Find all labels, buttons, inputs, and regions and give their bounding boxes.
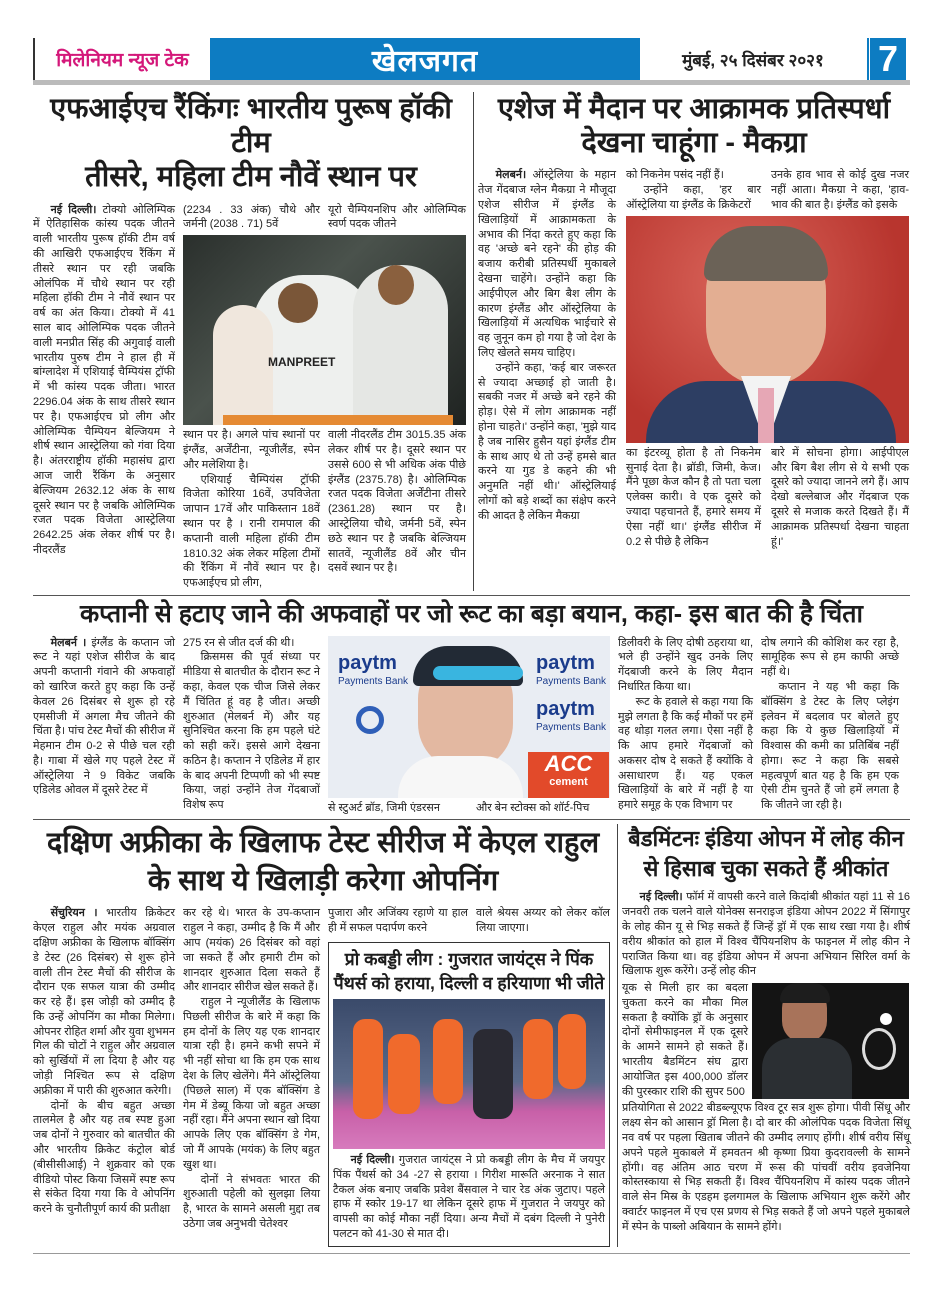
body-text: दोष लगाने की कोशिश कर रहा है, सामूहिक रूप से हम काफी अच्छे नहीं थे। [761,636,899,679]
sponsor-logo: ACC [544,750,593,776]
hockey-headline-line1: एफआईएच रैंकिंगः भारतीय पुरूष हॉकी टीम [50,93,452,160]
root-article [33,600,910,815]
mcgrath-article [478,92,910,591]
rahul-headline-line1: दक्षिण अफ्रीका के खिलाफ टेस्ट सीरीज में केएल राहुल [46,827,600,860]
mcgrath-headline-line2: देखना चाहूंगा - मैकग्रा [581,127,807,160]
mcgrath-col2-top [626,168,761,212]
jersey-name: MANPREET [268,355,336,370]
dateline: मेलबर्न। [495,169,527,182]
body-text: (2234 . 33 अंक) चौथे और जर्मनी (2038 . 71) 5वें [183,203,320,231]
badminton-headline-line1: बैडमिंटनः इंडिया ओपन में लोह कीन [628,826,904,852]
hockey-col3-top [328,203,466,233]
dateline: मेलबर्न । [50,636,87,649]
mcgrath-col3-top [771,168,909,212]
column-divider [617,824,618,1246]
badminton-bottom [622,1101,910,1234]
body-text: एशियाई चैम्पियंस ट्रॉफी विजेता कोरिया 16वें, उपविजेता जापान 17वें और पाकिस्तान 18वें स्थान पर है । रानी रामपाल की कप्तानी वाली महिला हॉकी टीम 1810.32 अंक लेकर महिला टीमों की रैंकिंग में नौवें स्थान पर है। एफआईएच प्रो लीग, [183,473,320,590]
sponsor-logo-sub: Payments Bank [536,675,607,687]
dateline: नई दिल्ली। [50,203,97,216]
kabaddi-headline [333,947,605,995]
column-divider [473,92,474,591]
body-text: रूट के हवाले से कहा गया कि मुझे लगता है कि कई मौकों पर हमें वह थोड़ा गलत लगा। ऐसा नहीं है कि आप हमारे गेंदबाजों को अकसर दोष दे सकते हैं क्योंकि वे असाधारण हैं। यह एकल खिलाड़ियों के बारे में नहीं है या हमारे समूह के एक विभाग पर [618,695,753,812]
body-text: क्रिसमस की पूर्व संध्या पर मीडिया से बातचीत के दौरान रूट ने कहा, केवल एक चीज जिसे लेकर मैं चिंतित हूं वह है जीत। अच्छी शुरुआत (मेलबर्न में) और यह सुनिश्चित करना कि हम पहले घंटे को सही करें। इससे आगे देखना कठिन है। कप्तान ने एडिलेड में हार के बाद अपनी टिप्पणी को भी स्पष्ट किया, जहां उन्होंने तेज गेंदबाजों विशेष रूप [183,651,320,812]
rahul-col3 [328,906,468,936]
body-text: से स्टुअर्ट ब्रॉड, जिमी एंडरसन [328,801,440,814]
sponsor-logo-sub: Payments Bank [338,675,409,687]
root-col2 [183,636,320,814]
paper-name: मिलेनियम न्यूज टेक [33,38,210,80]
dateline: नई दिल्ली। [350,1153,395,1166]
hockey-col2-bottom [183,428,320,591]
body-text: फॉर्म में वापसी करने वाले किदांबी श्रीकांत यहां 11 से 16 जनवरी तक चलने वाले योनेक्स सनराइज इंडिया ओपन 2022 में सिंगापुर के लोह कीन यू से भिड़ सकते हैं जिन्हें ड्रॉ में एक साथ रखा गया है। शीर्ष वरीय श्रीकांत को हाल में विश्व चैंपियनशिप के फाइनल में लोह कीन ने पराजित किया था। वह इंडिया ओपन में अपना अभियान सिरिल वर्मा के खिलाफ शुरू करेंगे। उन्हें लोह कीन [622,891,910,978]
sponsor-logo-sub: Payments Bank [536,721,607,733]
badminton-article [622,824,910,1246]
hockey-article [33,92,469,591]
kabaddi-box [328,942,610,1247]
section-divider [33,819,910,820]
footer-rule [33,1253,910,1254]
kabaddi-headline-line1: प्रो कबड्डी लीग : गुजरात जायंट्स ने पिंक [344,948,594,969]
top-row [33,92,910,591]
body-text: उन्होंने कहा, 'हर बार ऑस्ट्रेलिया या इंग्लैंड के क्रिकेटरों [626,184,761,212]
badminton-middle [622,981,910,1099]
sponsor-logo-sub: cement [549,775,588,788]
mcgrath-col3-bottom [771,446,909,550]
body-text: कर रहे थे। भारत के उप-कप्तान राहुल ने कहा, उम्मीद है कि मैं और आप (मयंक) 26 दिसंबर को वहां जा सकते हैं और हमारी टीम को शानदार शुरुआत दिला सकते हैं और शानदार सीरीज खेल सकते हैं। [183,907,320,994]
root-col1 [33,636,175,799]
hockey-headline [33,92,469,195]
section-title: खेलजगत [210,38,640,80]
root-col4 [476,801,610,816]
kabaddi-headline-line2: पैंथर्स को हराया, दिल्ली व हरियाणा भी जीते [333,972,605,993]
hockey-team-photo [183,235,466,425]
rahul-headline-line2: के साथ ये खिलाड़ी करेगा ओपनिंग [147,865,499,898]
body-text: वाले श्रेयस अय्यर को लेकर कॉल लिया जाएगा। [476,907,610,935]
badminton-side [622,981,748,1099]
kabaddi-match-photo [333,999,605,1149]
kabaddi-body [333,1153,605,1242]
mcgrath-headline [478,92,910,160]
body-text: यूक से मिली हार का बदला चुकता करने का मौका मिल सकता है क्योंकि ड्रॉ के अनुसार दोनों सेमीफाइनल में एक दूसरे के आमने सामने हो सकते हैं। भारतीय बैडमिंटन संघ द्वारा आयोजित इस 400,000 डॉलर की पुरस्कार राशि की सुपर 500 [622,982,748,1098]
joe-root-photo [328,636,610,798]
glenn-mcgrath-photo [626,216,909,443]
rahul-headline [33,824,613,900]
masthead [33,38,910,80]
section-divider [33,595,910,596]
rahul-col4 [476,906,610,936]
body-text: उनके हाव भाव से कोई दुख नजर नहीं आता। मैकग्रा ने कहा, 'हाव-भाव की बात है। इंग्लैंड को इसके [771,169,909,212]
body-text: का इंटरव्यू होता है तो निकनेम सुनाई देता है। ब्रॉडी, जिमी, केज। मैंने पूछा केज कौन है तो पता चला एलेक्स कारी। वे एक दूसरे को ज्यादा पहचानते हैं, हमारे समय में ऐसा नहीं था।' इंग्लैंड सीरीज में 0.2 से पीछे है लेकिन [626,446,761,548]
rahul-article [33,824,613,1246]
rahul-col2 [183,906,320,1232]
body-text: यूरो चैम्पियनशिप और ओलिम्पिक स्वर्ण पदक जीतने [328,203,466,231]
mcgrath-body [478,168,910,549]
body-text: डिलीवरी के लिए दोषी ठहराया था, भले ही उन्होंने खुद उनके लिए गेंदबाजी करने के लिए मैदान निर्धारित किया था। [618,636,753,693]
body-text: कप्तान ने यह भी कहा कि बॉक्सिंग डे टेस्ट के लिए प्लेइंग इलेवन में बदलाव पर बोलते हुए कहा कि ये कुछ खिलाड़ियों में विश्वास की कमी का प्रतिबिंब नहीं होगा। रूट ने कहा कि सबसे महत्वपूर्ण बात यह है कि हम एक ऐसी टीम चुनते हैं जो हमें लगता है कि जीतने जा रही है। [761,680,899,812]
body-text: दोनों ने संभवतः भारत की शुरुआती पहेली को सुलझा लिया है, भारत के सामने असली मुद्दा तब उठेगा जब अनुभवी चेतेश्वर [183,1173,320,1231]
body-text: पुजारा और अजिंक्य रहाणे या हाल ही में सफल पदार्पण करने [328,907,468,935]
body-text: को निकनेम पसंद नहीं हैं। [626,169,724,182]
dateline: नई दिल्ली। [639,891,683,904]
root-col3 [328,801,468,816]
badminton-headline-line2: से हिसाब चुका सकते हैं श्रीकांत [643,856,889,882]
body-text: भारतीय क्रिकेटर केएल राहुल और मयंक अग्रवाल दक्षिण अफ्रीका के खिलाफ बॉक्सिंग डे टेस्ट (26 दिसंबर) से शुरू होने वाली तीन टेस्ट मैचों की सीरीज के दौरान एक सफल यात्रा की उम्मीद कर रहे हैं। इस जोड़ी को उम्मीद है कि उन्हें ओपनिंग का मौका मिलेगा। ओपनर रोहित शर्मा और युवा शुभमन गिल की चोटों ने राहुल और अग्रवाल को सुर्खियों में ला दिया है और यह जोड़ी निश्चित रूप से दक्षिण अफ्रीका में पारी की शुरुआत करेगी। [33,907,175,1097]
body-text: उन्होंने कहा, 'कई बार जरूरत से ज्यादा अच्छाई हो जाती है। सबकी नजर में अच्छे बने रहने की होड़। ऐसे में लोग आक्रामक नहीं होना चाहते।' उन्होंने कहा, 'मुझे याद है जब नासिर हुसैन यहां इंग्लैंड टीम के साथ आए थे तो उन्हें हमसे बात करने या गुड डे कहने की भी अनुमति नहीं थी।' ऑस्ट्रेलियाई लोगों को बड़े शब्दों का संक्षेप करने की आदत है लेकिन मैकग्रा [478,361,616,522]
hockey-body [33,203,469,591]
body-text: स्थान पर है। अगले पांच स्थानों पर इंग्लैंड, अर्जेंटीना, न्यूजीलैंड, स्पेन और मलेशिया है। [183,429,320,471]
hockey-headline-line2: तीसरे, महिला टीम नौवें स्थान पर [85,161,417,194]
body-text: ऑस्ट्रेलिया के महान तेज गेंदबाज ग्लेन मैकग्रा ने मौजूदा एशेज सीरीज में इंग्लैंड के खिलाड़ियों में आक्रामकता के अभाव की निंदा करते हुए कहा कि वह 'अच्छे बने रहने' की होड़ की बजाय करीबी प्रतिस्पर्धी मुकाबले देखना चाहेंगे। उन्होंने कहा कि आईपीएल और बिग बैश लीग के कारण इंग्लैंड और ऑस्ट्रेलिया के खिलाड़ियों में अत्यधिक भाईचारे से वह जुनून कम हो गया है जो देश के लिए खेलते समय चाहिए। [478,169,617,359]
mcgrath-col2-bottom [626,446,761,550]
srikanth-photo [752,983,909,1099]
body-text: दोनों के बीच बहुत अच्छा तालमेल है और यह तब स्पष्ट हुआ जब दोनों ने गुरुवार को बातचीत की और भारतीय क्रिकेट कंट्रोल बोर्ड (बीसीसीआई) ने शुक्रवार को एक वीडियो पोस्ट किया जिसमें स्पष्ट रूप से संकेत दिया गया कि वे ओपनिंग करने के चुनौतीपूर्ण कार्य की प्रतीक्षा [33,1099,175,1216]
sponsor-logo: paytm [536,651,595,674]
body-text: बारे में सोचना होगा। आईपीएल और बिग बैश लीग से ये सभी एक दूसरे को ज्यादा जानने लगे हैं। आप देखो बल्लेबाज और गेंदबाज एक दूसरे से मजाक करते दिखते हैं। मैं आक्रामक प्रतिस्पर्धा देखना चाहता हूं।' [771,446,909,548]
root-col5 [618,636,753,814]
body-text: वाली नीदरलैंड टीम 3015.35 अंक लेकर शीर्ष पर है। दूसरे स्थान पर उससे 600 से भी अधिक अंक पीछे इंग्लैंड (2375.78) है। ओलिम्पिक रजत पदक विजेता अर्जेंटीना तीसरे (2361.28) स्थान पर है। आस्ट्रेलिया चौथे, जर्मनी 5वें, स्पेन छठे स्थान पर है जबकि बेल्जियम सातवें, न्यूजीलैंड 8वें और चीन दसवें स्थान पर है। [328,429,466,575]
body-text: 275 रन से जीत दर्ज की थी। [183,636,295,649]
hockey-col3-bottom [328,428,466,576]
sponsor-logo: paytm [338,651,397,674]
body-text: प्रतियोगिता से 2022 बीडब्ल्यूएफ विश्व टूर सत्र शुरू होगा। पीवी सिंधू और लक्ष्य सेन को आसान ड्रॉ मिला है। दो बार की ओलंपिक पदक विजेता सिंधू नव वर्ष पर पहला खिताब जीतने की उम्मीद लगाए होंगी। शीर्ष वरीय सिंधू अपने पहले मुकाबले में हमवतन श्री कृष्णा प्रिया कुदरावल्ली के सामने होंगी। वह अंतिम आठ चरण में रूस की पांचवीं वरीय इवजेनिया कोस्तस्काया से भिड़ सकती हैं। विश्व चैंपियनशिप में कांस्य पदक जीतने वाले सेन मिस्र के एडहम इलगामल के खिलाफ अभियान शुरू करेंगे और क्वार्टर फाइनल में एच एस प्रणय से भिड़ सकते हैं जो अपने पहले मुकाबले में स्पेन के पाब्लो अबियान के सामने होंगे। [622,1102,910,1233]
hockey-col1 [33,203,175,558]
mcgrath-col1 [478,168,616,523]
body-text: गुजरात जायंट्स ने प्रो कबड्डी लीग के मैच में जयपुर पिंक पैंथर्स को 34 -27 से हराया । गिरीश मारूति अरनाक ने सात टैकल अंक बनाए जबकि प्रवेश बैंसवाल ने चार रेड अंक जुटाए। पहले हाफ में स्कोर 19-17 था लेकिन दूसरे हाफ में गुजरात ने जयपुर को वापसी का कोई मौका नहीं दिया। अन्य मैचों में दबंग दिल्ली ने पुनेरी पलटन को 41-30 से मात दी। [333,1153,605,1240]
mcgrath-headline-line1: एशेज में मैदान पर आक्रामक प्रतिस्पर्धा [497,93,891,125]
badminton-top [622,890,910,979]
body-text: और बेन स्टोक्स को शॉर्ट-पिच [476,801,590,814]
header-rule [33,80,910,85]
sponsor-logo: paytm [536,697,595,720]
badminton-headline [622,824,910,884]
hockey-col2-top [183,203,320,233]
rahul-col1 [33,906,175,1217]
body-text: इंग्लैंड के कप्तान जो रूट ने यहां एशेज सीरीज के बाद अपनी कप्तानी गंवाने की अफवाहों को खारिज करते हुए कहा कि उन्हें केवल 26 दिसंबर से शुरू हो रहे एमसीजी में अगला मैच जीतने की चिंता है। पांच टेस्ट मैचों की सीरीज में मेहमान टीम 0-2 से पीछे चल रही है। गाबा में खेले गए पहले टेस्ट में ऑस्ट्रेलिया ने 9 विकेट जबकि एडिलेड ओवल में दूसरे टेस्ट में [33,636,175,797]
body-text: टोक्यो ओलिम्पिक में ऐतिहासिक कांस्य पदक जीतने वाली भारतीय पुरूष हॉकी टीम वर्ष की आखिरी एफआईएच रैंकिंग में तीसरे स्थान पर रही जबकि ओलंपिक में चौथे स्थान पर रही महिला हॉकी टीम ने नौवें स्थान पर वर्ष का अंत किया। टोक्यो में 41 साल बाद ओलिम्पिक पदक जीतने वाली मनप्रीत सिंह की अगुवाई वाली भारतीय पुरुष टीम ने हाल ही में बांग्लादेश में एशियाई चैम्पियंस ट्रॉफी में भी कांस्य पदक जीता। भारत 2296.04 अंक के साथ तीसरे स्थान पर है। एफआईएच प्रो लीग और ओलिम्पिक चैम्पियन बेल्जियम ने शीर्ष स्थान आस्ट्रेलिया को गंवा दिया है। अंतरराष्ट्रीय हॉकी महासंघ द्वारा आज जारी रैंकिंग के अनुसार बेल्जियम 2632.12 अंक के साथ दूसरे स्थान पर है जबकि ओलिम्पिक रजत पदक विजेता आस्ट्रेलिया 2642.25 अंक लेकर शीर्ष पर है। नीदरलैंड [33,203,175,556]
bottom-row [33,824,910,1246]
root-headline: कप्तानी से हटाए जाने की अफवाहों पर जो रूट का बड़ा बयान, कहा- इस बात की है चिंता [79,600,864,629]
rahul-body [33,906,613,1246]
dateline: सेंचुरियन । [50,907,98,920]
page-number: 7 [866,38,906,80]
acc-cement-logo [528,752,609,798]
root-body [33,636,910,816]
root-col6 [761,636,899,814]
body-text: राहुल ने न्यूजीलैंड के खिलाफ पिछली सीरीज के बारे में कहा कि हम दोनों के लिए यह एक शानदार यात्रा रही है। हमने कभी सपने में भी नहीं सोचा था कि हम एक साथ देश के लिए खेलेंगे। मैंने ऑस्ट्रेलिया (पिछले साल) में एक बॉक्सिंग डे गेम में डेब्यू किया जो बहुत अच्छा नहीं रहा। मैंने अपना स्थान खो दिया आपके लिए एक बॉक्सिंग डे गेम, जो मैं आपके (मयंक) के लिए बहुत खुश था। [183,996,320,1171]
issue-date: मुंबई, २५ दिसंबर २०२१ [682,50,824,70]
